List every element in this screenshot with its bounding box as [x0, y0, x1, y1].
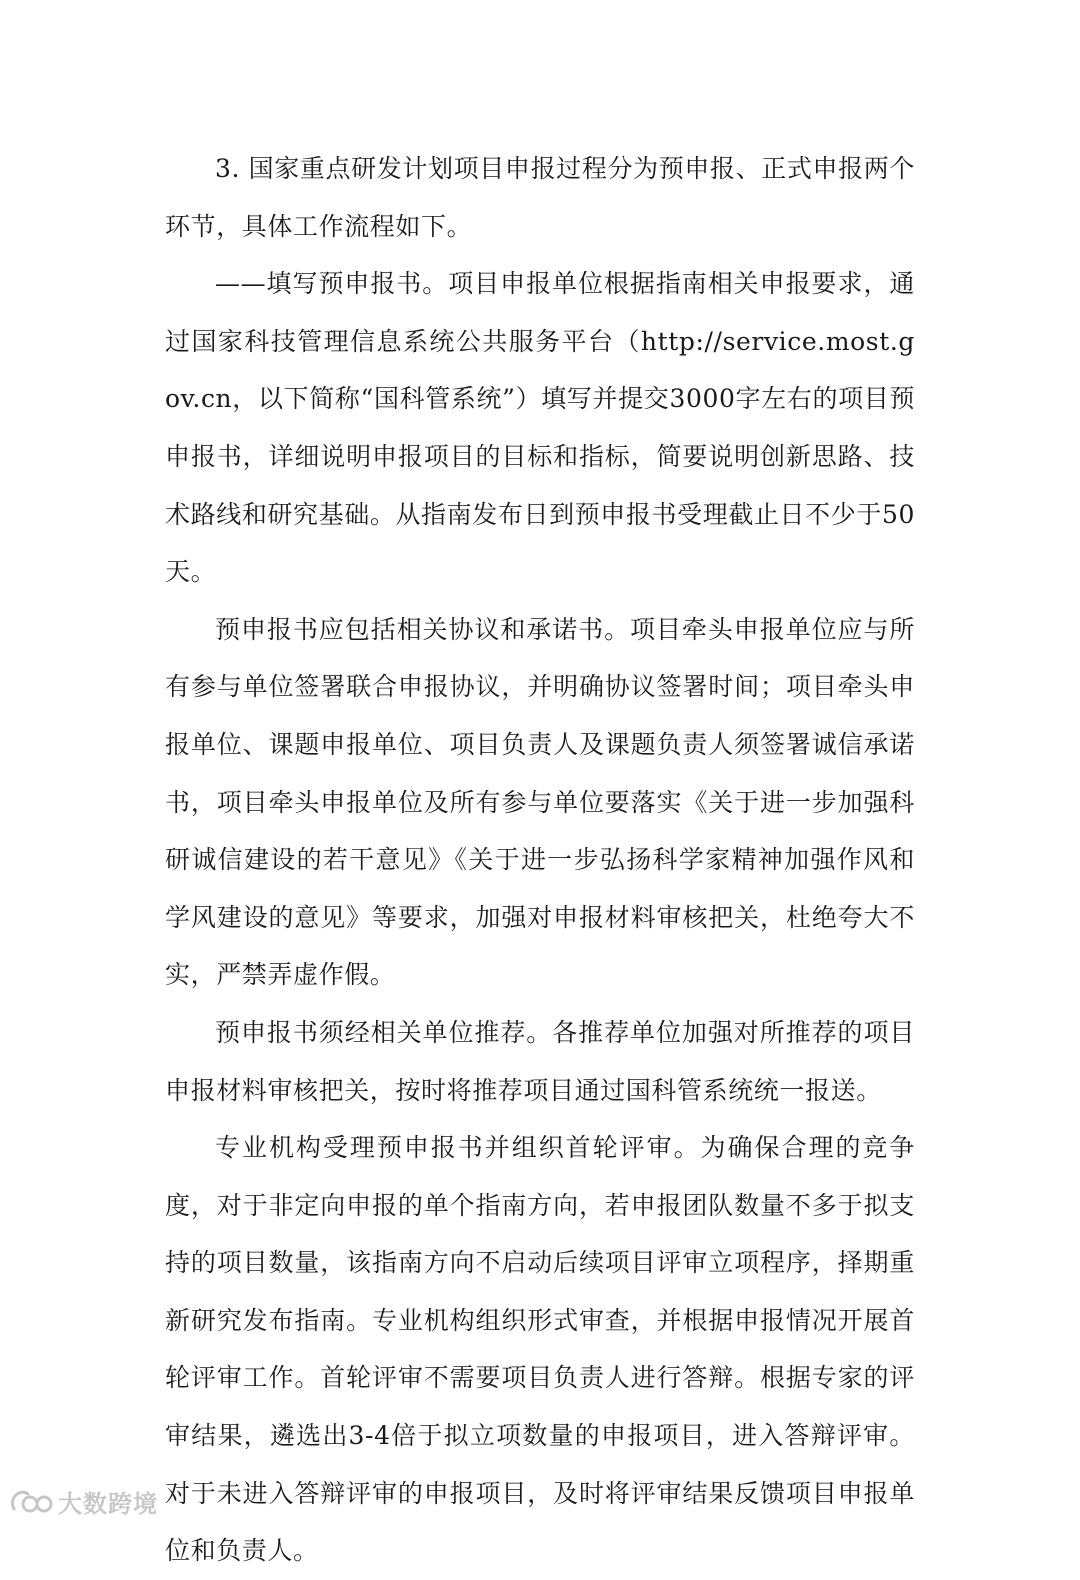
paragraph-first-round-review: 专业机构受理预申报书并组织首轮评审。为确保合理的竞争度，对于非定向申报的单个指南方向，若申报团队数量不多于拟支持的项目数量，该指南方向不启动后续项目评审立项程序，择期重新研究发布指南。专业机构组织形式审查，并根据申报情况开展首轮评审工作。首轮评审不需要项目负责人进行答辩。根据专家的评审结果，遴选出3-4倍于拟立项数量的申报项目，进入答辩评审。对于未进入答辩评审的申报项目，及时将评审结果反馈项目申报单位和负责人。 — [165, 1133, 915, 1566]
watermark — [8, 1484, 158, 1519]
paragraph-process-overview: 3. 国家重点研发计划项目申报过程分为预申报、正式申报两个环节，具体工作流程如下。 — [165, 154, 915, 241]
watermark-text: 大数跨境 — [58, 1490, 158, 1518]
paragraph-fill-pre-application: ——填写预申报书。项目申报单位根据指南相关申报要求，通过国家科技管理信息系统公共服务平台（http://service.most.gov.cn，以下简称“国科管系统”）填写并提交3000字左右的项目预申报书，详细说明申报项目的目标和指标，简要说明创新思路、技术路线和研究基础。从指南发布日到预申报书受理截止日不少于50天。 — [165, 269, 915, 587]
paragraph-agreements-commitments: 预申报书应包括相关协议和承诺书。项目牵头申报单位应与所有参与单位签署联合申报协议，并明确协议签署时间；项目牵头申报单位、课题申报单位、项目负责人及课题负责人须签署诚信承诺书，项目牵头申报单位及所有参与单位要落实《关于进一步加强科研诚信建设的若干意见》《关于进一步弘扬科学家精神加强作风和学风建设的意见》等要求，加强对申报材料审核把关，杜绝夸大不实，严禁弄虚作假。 — [165, 614, 915, 990]
paragraph-recommendation: 预申报书须经相关单位推荐。各推荐单位加强对所推荐的项目申报材料审核把关，按时将推荐项目通过国科管系统统一报送。 — [165, 1017, 915, 1105]
document-body — [165, 140, 915, 1580]
brand-logo-icon — [8, 1487, 54, 1517]
